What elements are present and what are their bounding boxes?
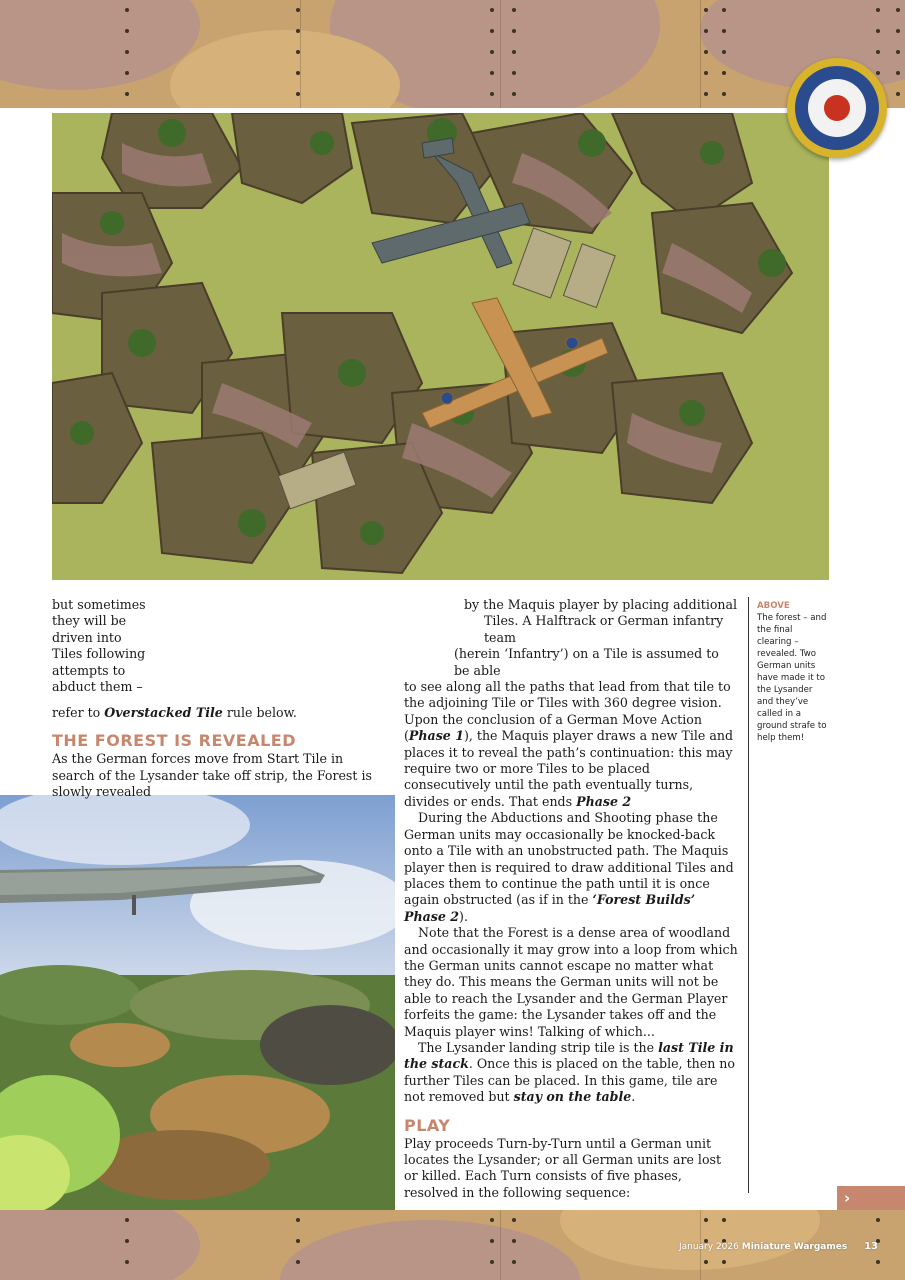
text-run: ), the Maquis player draws a new Tile and places it to reveal the path’s continuation: this may require two or more Tiles to be placed consecutively until the path eventually turns, divides or ends. That ends bbox=[404, 728, 734, 809]
paragraph-knockback bbox=[404, 810, 738, 925]
page-footer bbox=[600, 1241, 878, 1252]
column1-body bbox=[52, 705, 387, 801]
text-run: to see along all the paths that lead from that tile to the adjoining Tile or Tiles with 360 degree vision. Upon the conclusion of a German Move Action ( bbox=[404, 679, 731, 744]
photo-caption bbox=[757, 600, 827, 744]
rule-reference-link: Overstacked Tile bbox=[104, 705, 223, 720]
paragraph-play: Play proceeds Turn-by-Turn until a German unit locates the Lysander; or all German units are lost or killed. Each Turn consists of five phases, resolved in the following sequence: bbox=[404, 1135, 722, 1200]
text-line: but sometimes bbox=[52, 597, 146, 612]
text-line: Tiles. A Halftrack or German infantry team bbox=[484, 613, 724, 645]
section-heading-play: PLAY bbox=[404, 1115, 451, 1135]
paragraph-forest-loop: Note that the Forest is a dense area of woodland and occasionally it may grow into a loop from which the German units cannot escape no matter what they do. This means the German units will not be able to reach the Lysander and the German Player forfeits the game: the Lysander takes off and the Maquis player wins! Talking of which... bbox=[404, 925, 738, 1039]
text-emphasis: stay on the table bbox=[513, 1089, 632, 1105]
landscape-photo bbox=[0, 795, 395, 1210]
page-number: 13 bbox=[864, 1241, 878, 1252]
refer-paragraph bbox=[52, 705, 387, 721]
text-run: During the Abductions and Shooting phase the German units may occasionally be knocked-back onto a Tile with an unobstructed path. The Maquis player then is required to draw additional Tiles and places them to continue the path until it is once again obstructed (as if in the bbox=[404, 810, 734, 908]
text-run: rule below. bbox=[222, 705, 297, 720]
column1-intro-text bbox=[52, 597, 152, 695]
text-line: driven into bbox=[52, 629, 122, 645]
text-line: Tiles following bbox=[52, 646, 146, 662]
text-run: . Once this is placed on the table, then no further Tiles can be placed. In this game, tile are not removed but bbox=[404, 1056, 735, 1105]
text-line: attempts to bbox=[52, 662, 126, 678]
text-emphasis: Phase 2 bbox=[576, 793, 632, 809]
text-emphasis: ‘Forest Builds’ Phase 2 bbox=[404, 892, 696, 924]
forest-tiles-photo bbox=[52, 113, 829, 580]
caption-text: The forest – and the final clearing – revealed. Two German units have made it to the Lysander and they’ve called in a ground strafe to help them! bbox=[757, 613, 827, 743]
text-run: refer to bbox=[52, 705, 105, 720]
text-line: (herein ‘Infantry’) on a Tile is assumed to be able bbox=[454, 646, 719, 678]
paragraph-tile-vision bbox=[404, 679, 738, 810]
forest-paragraph: As the German forces move from Start Tile in search of the Lysander take off strip, the Forest is slowly revealed bbox=[52, 751, 372, 800]
section-heading-forest: THE FOREST IS REVEALED bbox=[52, 731, 296, 751]
text-emphasis: last Tile in the stack bbox=[404, 1039, 734, 1072]
next-page-button[interactable] bbox=[837, 1186, 905, 1210]
text-line: abduct them – bbox=[52, 679, 143, 695]
footer-date: January 2026 bbox=[678, 1242, 739, 1252]
camo-header-band bbox=[0, 0, 905, 108]
text-line: by the Maquis player by placing additional bbox=[464, 597, 738, 612]
text-run: ). bbox=[459, 908, 468, 924]
footer-magazine-title: Miniature Wargames bbox=[741, 1242, 848, 1252]
text-line: they will be bbox=[52, 613, 127, 629]
text-run: The Lysander landing strip tile is the bbox=[418, 1039, 659, 1055]
text-emphasis: Phase 1 bbox=[408, 728, 464, 744]
paragraph-landing-strip bbox=[404, 1040, 738, 1106]
column2-body bbox=[404, 597, 738, 1201]
caption-divider bbox=[748, 597, 749, 1193]
raf-roundel-icon bbox=[787, 58, 887, 158]
text-run: . bbox=[631, 1089, 636, 1105]
caption-label: ABOVE bbox=[757, 601, 790, 611]
chevron-right-icon: › bbox=[844, 1189, 851, 1207]
